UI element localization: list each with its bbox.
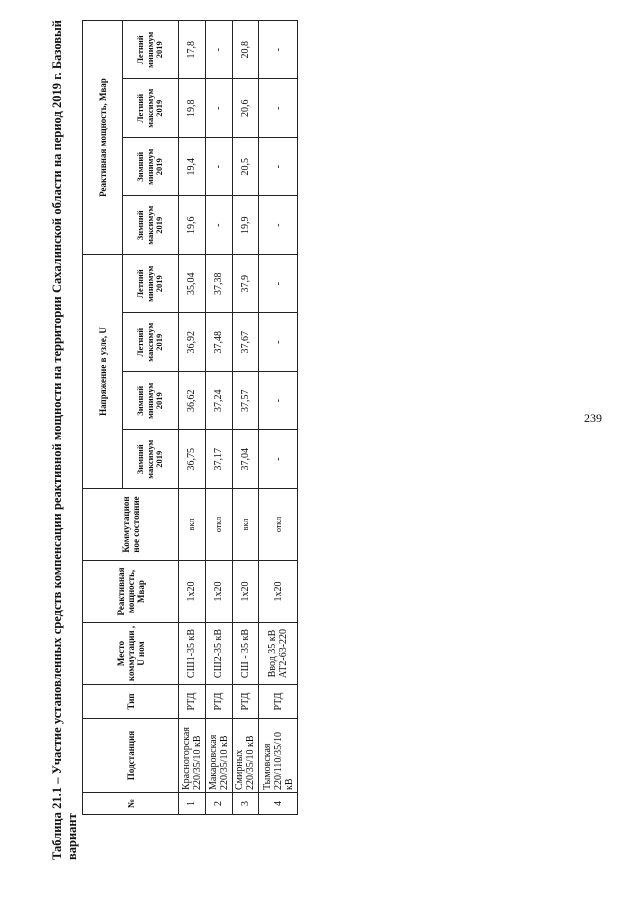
cell-voltage: 37,9 [232,255,259,314]
header-voltage-summer-max: Летний максимум 2019 [123,313,179,372]
cell-voltage: 37,57 [232,372,259,431]
cell-reactive: - [259,79,298,138]
cell-num: 2 [205,793,232,815]
cell-voltage: 37,17 [205,430,232,489]
cell-num: 3 [232,793,259,815]
cell-substation: Смирных 220/35/10 кВ [232,719,259,793]
cell-voltage: 37,48 [205,313,232,372]
cell-type: РТД [179,685,206,719]
header-voltage-winter-min: Зимний минимум 2019 [123,372,179,431]
table-caption: Таблица 21.1 – Участие установленных средств компенсации реактивной мощности на территории Сахалинской области на период 2019 г. Базовый вариант [50,20,79,860]
table-row [259,21,298,815]
cell-voltage: - [259,255,298,314]
header-voltage-winter-max: Зимний максимум 2019 [123,430,179,489]
cell-reactive: 20,5 [232,138,259,197]
cell-type: РТД [205,685,232,719]
rotated-page-content [50,20,305,860]
cell-voltage: 35,04 [179,255,206,314]
header-power: Реактивная мощность, Мвар [83,561,179,623]
cell-reactive: 20,8 [232,21,259,80]
cell-voltage: 37,67 [232,313,259,372]
cell-state: вкл [232,489,259,561]
cell-reactive: - [205,196,232,255]
cell-num: 4 [259,793,298,815]
header-state: Коммутацион ное состояние [83,489,179,561]
header-reactive-summer-max: Летний максимум 2019 [123,79,179,138]
cell-reactive: 19,8 [179,79,206,138]
cell-voltage: - [259,313,298,372]
cell-place: СШ1-35 кВ [179,623,206,685]
cell-num: 1 [179,793,206,815]
header-reactive-winter-max: Зимний максимум 2019 [123,196,179,255]
cell-reactive: 19,9 [232,196,259,255]
cell-substation: Макаровская 220/35/10 кВ [205,719,232,793]
header-type: Тип [83,685,179,719]
cell-place: Ввод 35 кВ АТ2-63-220 [259,623,298,685]
header-voltage-group: Напряжение в узле, U [83,255,123,489]
header-place: Место коммутации , U ном [83,623,179,685]
cell-type: РТД [232,685,259,719]
reactive-compensation-table [82,20,298,815]
cell-voltage: 36,62 [179,372,206,431]
cell-state: вкл [179,489,206,561]
cell-power: 1х20 [259,561,298,623]
cell-reactive: - [205,21,232,80]
cell-voltage: 37,24 [205,372,232,431]
cell-voltage: 36,92 [179,313,206,372]
header-substation: Подстанция [83,719,179,793]
page-number: 239 [584,411,602,425]
cell-type: РТД [259,685,298,719]
cell-place: СШ - 35 кВ [232,623,259,685]
cell-power: 1х20 [232,561,259,623]
cell-substation: Тымовская 220/110/35/10 кВ [259,719,298,793]
cell-reactive: 19,4 [179,138,206,197]
cell-voltage: 37,04 [232,430,259,489]
cell-voltage: - [259,372,298,431]
header-reactive-group: Реактивная мощность, Мвар [83,21,123,255]
cell-reactive: - [259,21,298,80]
table-row [232,21,259,815]
cell-reactive: - [205,79,232,138]
cell-reactive: - [259,196,298,255]
header-reactive-summer-min: Летний минимум 2019 [123,21,179,80]
header-voltage-summer-min: Летний минимум 2019 [123,255,179,314]
cell-power: 1х20 [205,561,232,623]
cell-power: 1х20 [179,561,206,623]
table-row [179,21,206,815]
table-row [205,21,232,815]
cell-reactive: 19,6 [179,196,206,255]
cell-substation: Красногорская 220/35/10 кВ [179,719,206,793]
header-num: № [83,793,179,815]
cell-reactive: - [259,138,298,197]
cell-voltage: 37,38 [205,255,232,314]
cell-state: откл [259,489,298,561]
cell-voltage: 36,75 [179,430,206,489]
cell-reactive: 20,6 [232,79,259,138]
cell-reactive: - [205,138,232,197]
header-reactive-winter-min: Зимний минимум 2019 [123,138,179,197]
cell-place: СШ2-35 кВ [205,623,232,685]
cell-voltage: - [259,430,298,489]
cell-reactive: 17,8 [179,21,206,80]
cell-state: откл [205,489,232,561]
